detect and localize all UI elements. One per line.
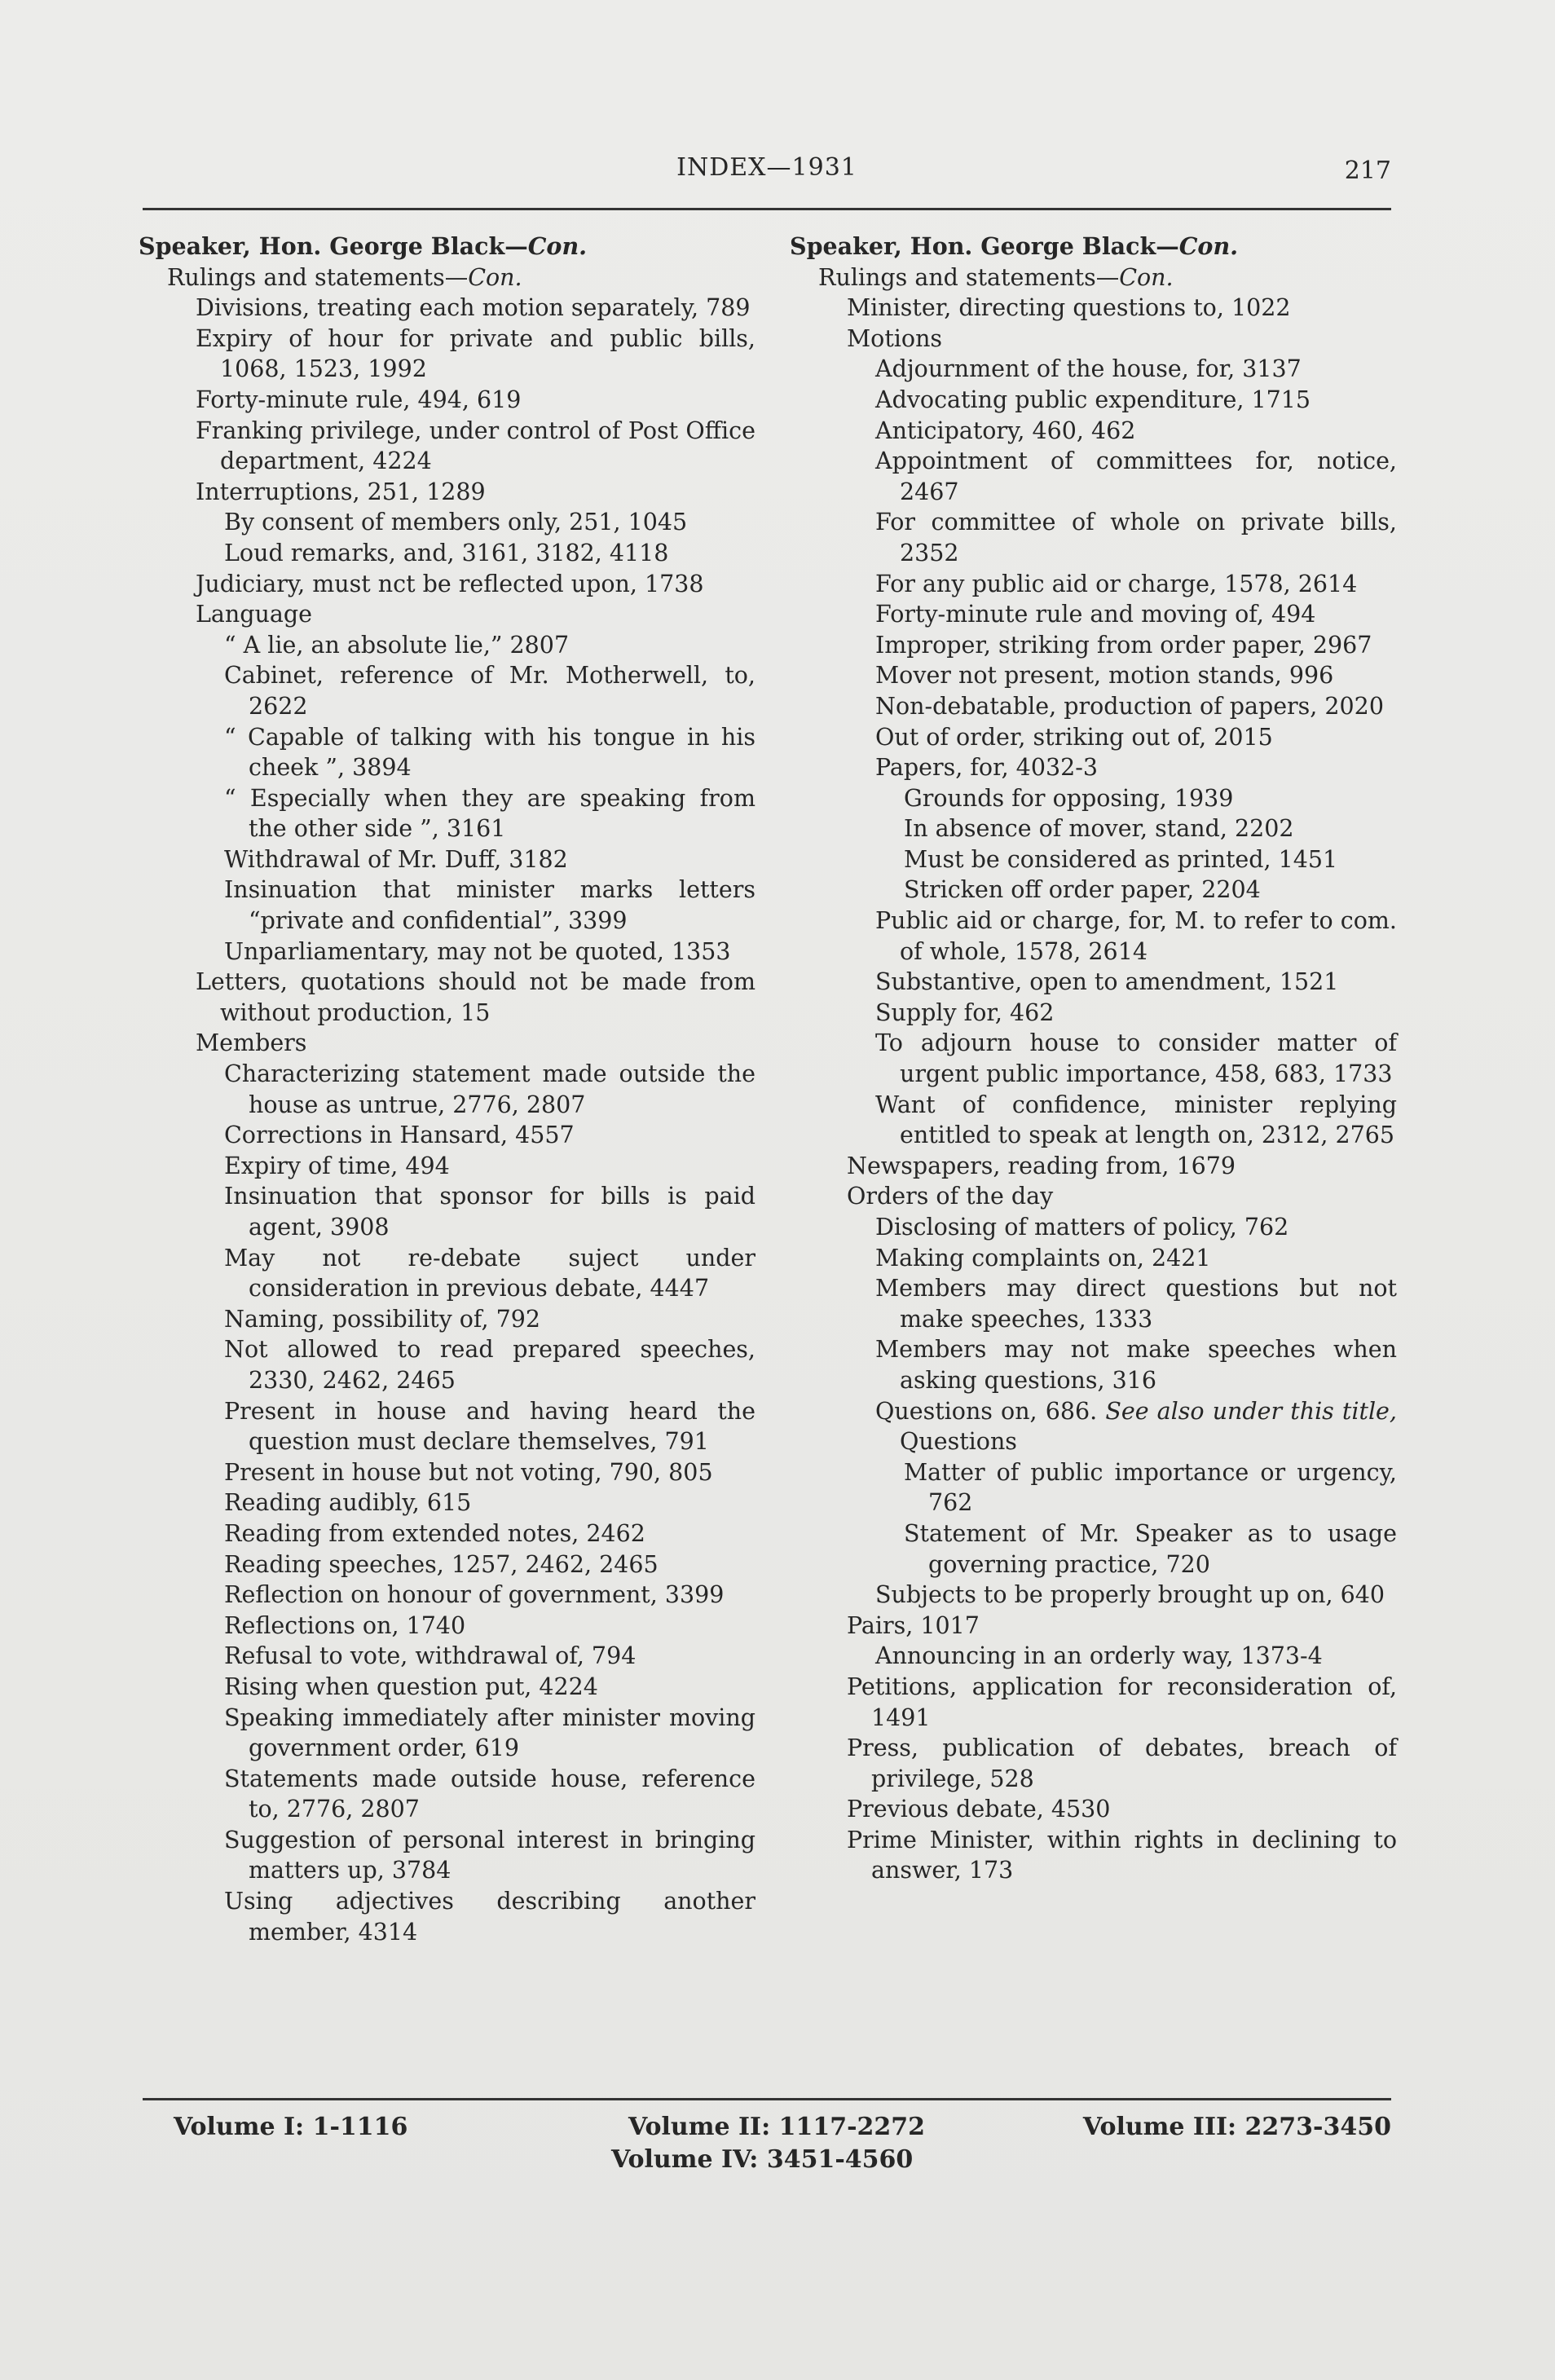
index-entry: “ Especially when they are speaking from the other side ”, 3161 [224, 784, 755, 843]
left-column [139, 231, 755, 1947]
index-entry: Disclosing of matters of policy, 762 [875, 1214, 1289, 1241]
index-entry: Naming, possibility of, 792 [224, 1305, 540, 1333]
page-header [143, 153, 1391, 194]
index-entry: Prime Minister, within rights in declining to answer, 173 [847, 1826, 1397, 1884]
index-entry: Motions [847, 324, 943, 352]
index-entry: Interruptions, 251, 1289 [196, 478, 486, 505]
index-entry: Insinuation that minister marks letters “private and confidential”, 3399 [224, 876, 755, 935]
index-entry: Advocating public expenditure, 1715 [875, 386, 1311, 413]
index-entry: Withdrawal of Mr. Duff, 3182 [224, 845, 568, 873]
volume-footer [143, 2113, 1391, 2178]
page-number: 217 [1344, 156, 1391, 185]
index-entry: In absence of mover, stand, 2202 [904, 815, 1294, 843]
index-entry: Pairs, 1017 [847, 1611, 980, 1639]
index-entry: Not allowed to read prepared speeches, 2330, 2462, 2465 [224, 1336, 755, 1394]
index-entry: Reflection on honour of government, 3399 [224, 1581, 725, 1609]
footer-rule [143, 2098, 1391, 2100]
index-entry: Appointment of committees for, notice, 2467 [875, 447, 1397, 505]
index-entry: Characterizing statement made outside the house as untrue, 2776, 2807 [224, 1060, 755, 1118]
index-entry: Substantive, open to amendment, 1521 [875, 968, 1339, 996]
index-entry: Anticipatory, 460, 462 [875, 416, 1136, 444]
index-entry: Statements made outside house, reference to, 2776, 2807 [224, 1765, 755, 1823]
entry-subheading: Rulings and statements—Con. [167, 263, 522, 291]
index-entry: Expiry of hour for private and public bills, 1068, 1523, 1992 [196, 324, 755, 383]
index-entry: Stricken off order paper, 2204 [904, 876, 1261, 904]
index-entry: Corrections in Hansard, 4557 [224, 1122, 575, 1149]
index-entry: Orders of the day [847, 1183, 1054, 1210]
index-entry: Judiciary, must nct be reflected upon, 1738 [196, 570, 704, 597]
index-entry: Unparliamentary, may not be quoted, 1353 [224, 937, 731, 965]
index-entry: Expiry of time, 494 [224, 1152, 450, 1179]
index-entry: Press, publication of debates, breach of privilege, 528 [847, 1734, 1397, 1792]
index-entry: Subjects to be properly brought up on, 640 [875, 1581, 1385, 1609]
index-entry: Present in house and having heard the question must declare themselves, 791 [224, 1397, 755, 1456]
index-entry: Newspapers, reading from, 1679 [847, 1152, 1236, 1179]
entry-heading: Speaker, Hon. George Black—Con. [139, 232, 588, 260]
index-entry: Reading speeches, 1257, 2462, 2465 [224, 1550, 659, 1578]
index-entry: Divisions, treating each motion separately, 789 [196, 294, 751, 322]
index-entry: For any public aid or charge, 1578, 2614 [875, 570, 1358, 597]
index-entry: Must be considered as printed, 1451 [904, 845, 1338, 873]
index-entry: Forty-minute rule, 494, 619 [196, 386, 522, 413]
index-entry: Suggestion of personal interest in bringing matters up, 3784 [224, 1826, 755, 1884]
index-entry: Refusal to vote, withdrawal of, 794 [224, 1642, 637, 1670]
index-entry: Grounds for opposing, 1939 [904, 784, 1234, 812]
index-entry: Supply for, 462 [875, 998, 1055, 1026]
index-entry: Speaking immediately after minister moving government order, 619 [224, 1703, 755, 1762]
index-entry: Public aid or charge, for, M. to refer to com. of whole, 1578, 2614 [875, 907, 1397, 965]
index-entry: Non-debatable, production of papers, 2020 [875, 692, 1384, 720]
index-entry: Forty-minute rule and moving of, 494 [875, 601, 1316, 628]
index-entry: Reading audibly, 615 [224, 1489, 472, 1517]
volume-1-range: Volume I: 1-1116 [174, 2113, 408, 2141]
header-rule [143, 208, 1391, 210]
entry-subheading: Rulings and statements—Con. [818, 263, 1174, 291]
index-entry: Previous debate, 4530 [847, 1796, 1111, 1823]
volume-3-range: Volume III: 2273-3450 [1082, 2113, 1391, 2141]
index-entry: Loud remarks, and, 3161, 3182, 4118 [224, 539, 669, 566]
index-entry: Language [196, 601, 312, 628]
index-entry: Petitions, application for reconsideration of, 1491 [847, 1673, 1397, 1731]
index-entry: Using adjectives describing another member, 4314 [224, 1888, 755, 1946]
index-entry: Members may direct questions but not make speeches, 1333 [875, 1275, 1397, 1333]
index-entry: “ A lie, an absolute lie,” 2807 [224, 631, 570, 659]
index-entry: To adjourn house to consider matter of urgent public importance, 458, 683, 1733 [875, 1029, 1397, 1088]
running-title: INDEX—1931 [676, 153, 857, 182]
index-entry: Adjournment of the house, for, 3137 [875, 355, 1302, 383]
index-entry: Present in house but not voting, 790, 805 [224, 1458, 713, 1486]
index-entry: Questions on, 686. See also under this title, Questions [875, 1397, 1397, 1456]
index-entry: Franking privilege, under control of Post Office department, 4224 [196, 416, 755, 475]
index-entry: “ Capable of talking with his tongue in his cheek ”, 3894 [224, 723, 755, 782]
volume-4-range: Volume IV: 3451-4560 [611, 2145, 914, 2174]
index-entry: Minister, directing questions to, 1022 [847, 294, 1291, 322]
index-entry: Statement of Mr. Speaker as to usage governing practice, 720 [904, 1519, 1397, 1578]
index-entry: Members [196, 1029, 307, 1057]
index-entry: Papers, for, 4032-3 [875, 754, 1098, 782]
index-entry: May not re-debate suject under consideration in previous debate, 4447 [224, 1244, 755, 1302]
index-entry: Out of order, striking out of, 2015 [875, 723, 1273, 751]
index-entry: Announcing in an orderly way, 1373-4 [875, 1642, 1323, 1670]
entry-heading: Speaker, Hon. George Black—Con. [790, 232, 1239, 260]
index-entry: Want of confidence, minister replying entitled to speak at length on, 2312, 2765 [875, 1091, 1397, 1149]
index-entry: Reading from extended notes, 2462 [224, 1519, 645, 1547]
index-entry: For committee of whole on private bills, 2352 [875, 509, 1397, 566]
index-entry: Improper, striking from order paper, 2967 [875, 631, 1372, 659]
right-column [790, 231, 1397, 1886]
index-entry: Members may not make speeches when asking questions, 316 [875, 1336, 1397, 1394]
index-entry: Mover not present, motion stands, 996 [875, 662, 1334, 690]
index-entry: Letters, quotations should not be made from without production, 15 [196, 968, 755, 1026]
index-entry: Cabinet, reference of Mr. Motherwell, to, 2622 [224, 662, 755, 720]
index-entry: Making complaints on, 2421 [875, 1244, 1211, 1272]
index-entry: By consent of members only, 251, 1045 [224, 509, 688, 536]
index-entry: Reflections on, 1740 [224, 1611, 466, 1639]
index-entry: Matter of public importance or urgency, 762 [904, 1458, 1397, 1517]
volume-2-range: Volume II: 1117-2272 [628, 2113, 926, 2141]
index-entry: Insinuation that sponsor for bills is paid agent, 3908 [224, 1183, 755, 1241]
index-entry: Rising when question put, 4224 [224, 1673, 598, 1700]
